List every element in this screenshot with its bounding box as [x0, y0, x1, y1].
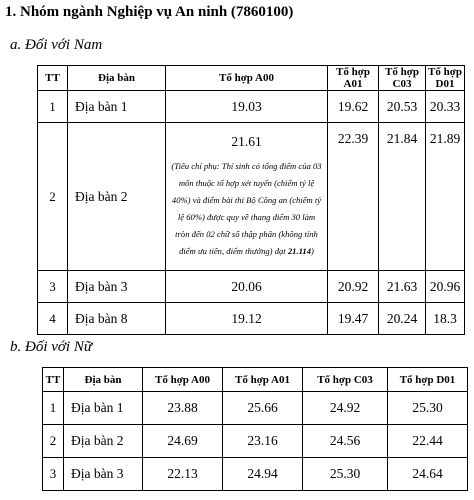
cell-a01: 22.39 — [328, 123, 379, 271]
cell-c03: 25.30 — [303, 458, 388, 491]
col-header-tt: TT — [38, 66, 68, 91]
cell-a00: 22.13 — [143, 458, 223, 491]
table-row — [43, 392, 468, 425]
cell-c03: 24.56 — [303, 425, 388, 458]
cell-tt: 1 — [38, 91, 68, 123]
cell-tt: 3 — [38, 271, 68, 303]
cell-tt: 1 — [43, 392, 64, 425]
section-male-title: a. Đối với Nam — [10, 37, 103, 53]
cell-c03: 20.24 — [379, 303, 426, 335]
cell-a01: 24.94 — [223, 458, 303, 491]
tiebreak-value: 21.114 — [287, 245, 311, 256]
table-row — [38, 91, 465, 123]
table-header-row — [43, 368, 468, 392]
cell-d01: 20.33 — [426, 91, 465, 123]
cell-area: Địa bàn 3 — [64, 458, 143, 491]
table-row — [43, 458, 468, 491]
cell-d01: 18.3 — [426, 303, 465, 335]
col-header-a00: Tổ hợp A00 — [166, 66, 328, 91]
page-title: 1. Nhóm ngành Nghiệp vụ An ninh (7860100) — [5, 4, 294, 20]
cell-d01: 21.89 — [426, 123, 465, 271]
col-header-c03: Tổ hợp C03 — [303, 368, 388, 392]
cell-a00: 19.03 — [166, 91, 328, 123]
cell-a00: 19.12 — [166, 303, 328, 335]
cell-tt: 2 — [38, 123, 68, 271]
tiebreak-note: (Tiêu chí phụ: Thí sinh có tổng điểm của 03 môn thuộc tổ hợp xét tuyển (chiếm tỷ lệ 40%) và điểm bài thi Bộ Công an (chiếm tỷ lệ 60%) được quy về thang điểm 30 làm tròn đến 02 chữ số thập phân (không tính điểm ưu tiên, điểm thưởng) đạt 21.114) — [171, 160, 322, 256]
table-header-row — [38, 66, 465, 91]
col-header-a01: Tổ hợp A01 — [328, 66, 379, 91]
cell-area: Địa bàn 8 — [68, 303, 166, 335]
cell-c03: 21.63 — [379, 271, 426, 303]
cell-area: Địa bàn 1 — [64, 392, 143, 425]
cell-c03: 20.53 — [379, 91, 426, 123]
table-row — [43, 425, 468, 458]
table-row — [38, 271, 465, 303]
male-score-table — [37, 65, 465, 335]
cell-area: Địa bàn 2 — [68, 123, 166, 271]
col-header-d01: Tổ hợp D01 — [426, 66, 465, 91]
col-header-a01: Tổ hợp A01 — [223, 368, 303, 392]
section-female-title: b. Đối với Nữ — [10, 339, 93, 355]
cell-c03: 24.92 — [303, 392, 388, 425]
col-header-tt: TT — [43, 368, 64, 392]
col-header-d01: Tổ hợp D01 — [388, 368, 468, 392]
cell-a01: 19.47 — [328, 303, 379, 335]
female-score-table — [42, 367, 468, 491]
col-header-area: Địa bàn — [64, 368, 143, 392]
cell-d01: 20.96 — [426, 271, 465, 303]
col-header-a00: Tổ hợp A00 — [143, 368, 223, 392]
cell-a01: 19.62 — [328, 91, 379, 123]
cell-a00 — [166, 123, 328, 271]
cell-a00: 20.06 — [166, 271, 328, 303]
cell-d01: 22.44 — [388, 425, 468, 458]
cell-a00-score: 21.61 — [231, 133, 262, 149]
cell-a00: 24.69 — [143, 425, 223, 458]
cell-tt: 3 — [43, 458, 64, 491]
cell-area: Địa bàn 2 — [64, 425, 143, 458]
cell-tt: 4 — [38, 303, 68, 335]
table-row — [38, 303, 465, 335]
cell-area: Địa bàn 3 — [68, 271, 166, 303]
cell-area: Địa bàn 1 — [68, 91, 166, 123]
cell-a01: 25.66 — [223, 392, 303, 425]
cell-a01: 23.16 — [223, 425, 303, 458]
cell-c03: 21.84 — [379, 123, 426, 271]
col-header-c03: Tổ hợp C03 — [379, 66, 426, 91]
cell-d01: 24.64 — [388, 458, 468, 491]
table-row — [38, 123, 465, 271]
cell-tt: 2 — [43, 425, 64, 458]
cell-a00: 23.88 — [143, 392, 223, 425]
cell-a01: 20.92 — [328, 271, 379, 303]
col-header-area: Địa bàn — [68, 66, 166, 91]
cell-d01: 25.30 — [388, 392, 468, 425]
